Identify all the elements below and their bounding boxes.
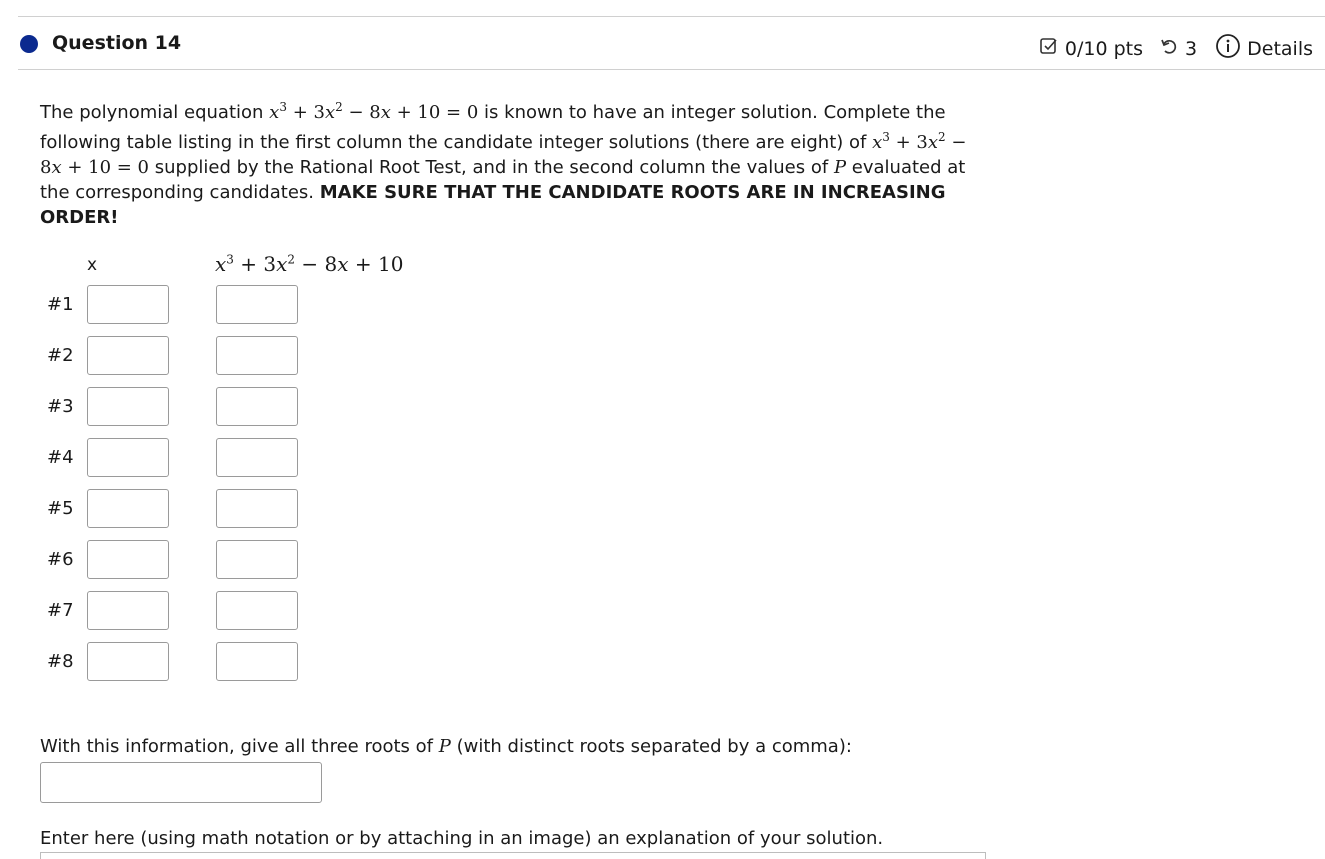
prompt-emphasis: MAKE SURE THAT THE CANDIDATE ROOTS ARE IN INCREASING ORDER!	[40, 182, 946, 228]
value-input[interactable]	[216, 285, 298, 324]
value-input[interactable]	[216, 540, 298, 579]
equation-inline-1: $x^3 + 3x^2 - 8x + 10 = 0$	[269, 100, 479, 123]
p-symbol: P	[833, 157, 847, 178]
prompt-intro: The polynomial equation	[40, 102, 264, 123]
column-header-polynomial: $x^3 + 3x^2 - 8x + 10$	[215, 252, 404, 276]
question-status-dot	[20, 35, 38, 53]
candidate-input[interactable]	[87, 336, 169, 375]
candidate-input[interactable]	[87, 540, 169, 579]
roots-label-tail: (with distinct roots separated by a comma):	[456, 736, 852, 757]
roots-label: With this information, give all three roots of	[40, 736, 433, 757]
details-link[interactable]: Details	[1247, 37, 1313, 60]
value-input[interactable]	[216, 438, 298, 477]
row-label: #8	[47, 651, 74, 672]
row-label: #6	[47, 549, 74, 570]
candidate-input[interactable]	[87, 489, 169, 528]
question-meta	[1039, 33, 1313, 64]
checkbox-icon	[1039, 36, 1059, 61]
row-label: #1	[47, 294, 74, 315]
attempts-text: 3	[1185, 37, 1198, 60]
info-icon[interactable]	[1215, 33, 1241, 64]
top-divider	[18, 16, 1325, 17]
question-prompt	[40, 95, 980, 230]
header-divider	[18, 69, 1325, 70]
candidate-input[interactable]	[87, 642, 169, 681]
points-text: 0/10 pts	[1064, 37, 1144, 60]
explanation-prompt: Enter here (using math notation or by attaching in an image) an explanation of your solution.	[40, 828, 884, 849]
equation-inline-2: $x^3 + 3x^2 - 8x + 10 = 0$	[40, 130, 967, 178]
prompt-text-2: supplied by the Rational Root Test, and in the second column the values of	[154, 157, 829, 178]
row-label: #5	[47, 498, 74, 519]
row-label: #3	[47, 396, 74, 417]
value-input[interactable]	[216, 336, 298, 375]
candidate-input[interactable]	[87, 285, 169, 324]
prompt-text-3: evaluated at the corresponding candidates.	[40, 157, 966, 203]
p-symbol: P	[438, 736, 451, 757]
value-input[interactable]	[216, 591, 298, 630]
value-input[interactable]	[216, 642, 298, 681]
column-header-x: x	[87, 255, 98, 275]
candidate-input[interactable]	[87, 387, 169, 426]
row-label: #7	[47, 600, 74, 621]
roots-prompt	[40, 736, 852, 757]
row-label: #2	[47, 345, 74, 366]
explanation-editor[interactable]	[40, 852, 986, 859]
question-title: Question 14	[52, 32, 182, 54]
value-input[interactable]	[216, 387, 298, 426]
roots-input[interactable]	[40, 762, 322, 803]
retry-icon	[1159, 36, 1179, 61]
candidate-input[interactable]	[87, 591, 169, 630]
value-input[interactable]	[216, 489, 298, 528]
prompt-text-1: is known to have an integer solution. Complete the following table listing in the first column the candidate integer solutions (there are eight) of	[40, 102, 946, 153]
candidate-input[interactable]	[87, 438, 169, 477]
row-label: #4	[47, 447, 74, 468]
